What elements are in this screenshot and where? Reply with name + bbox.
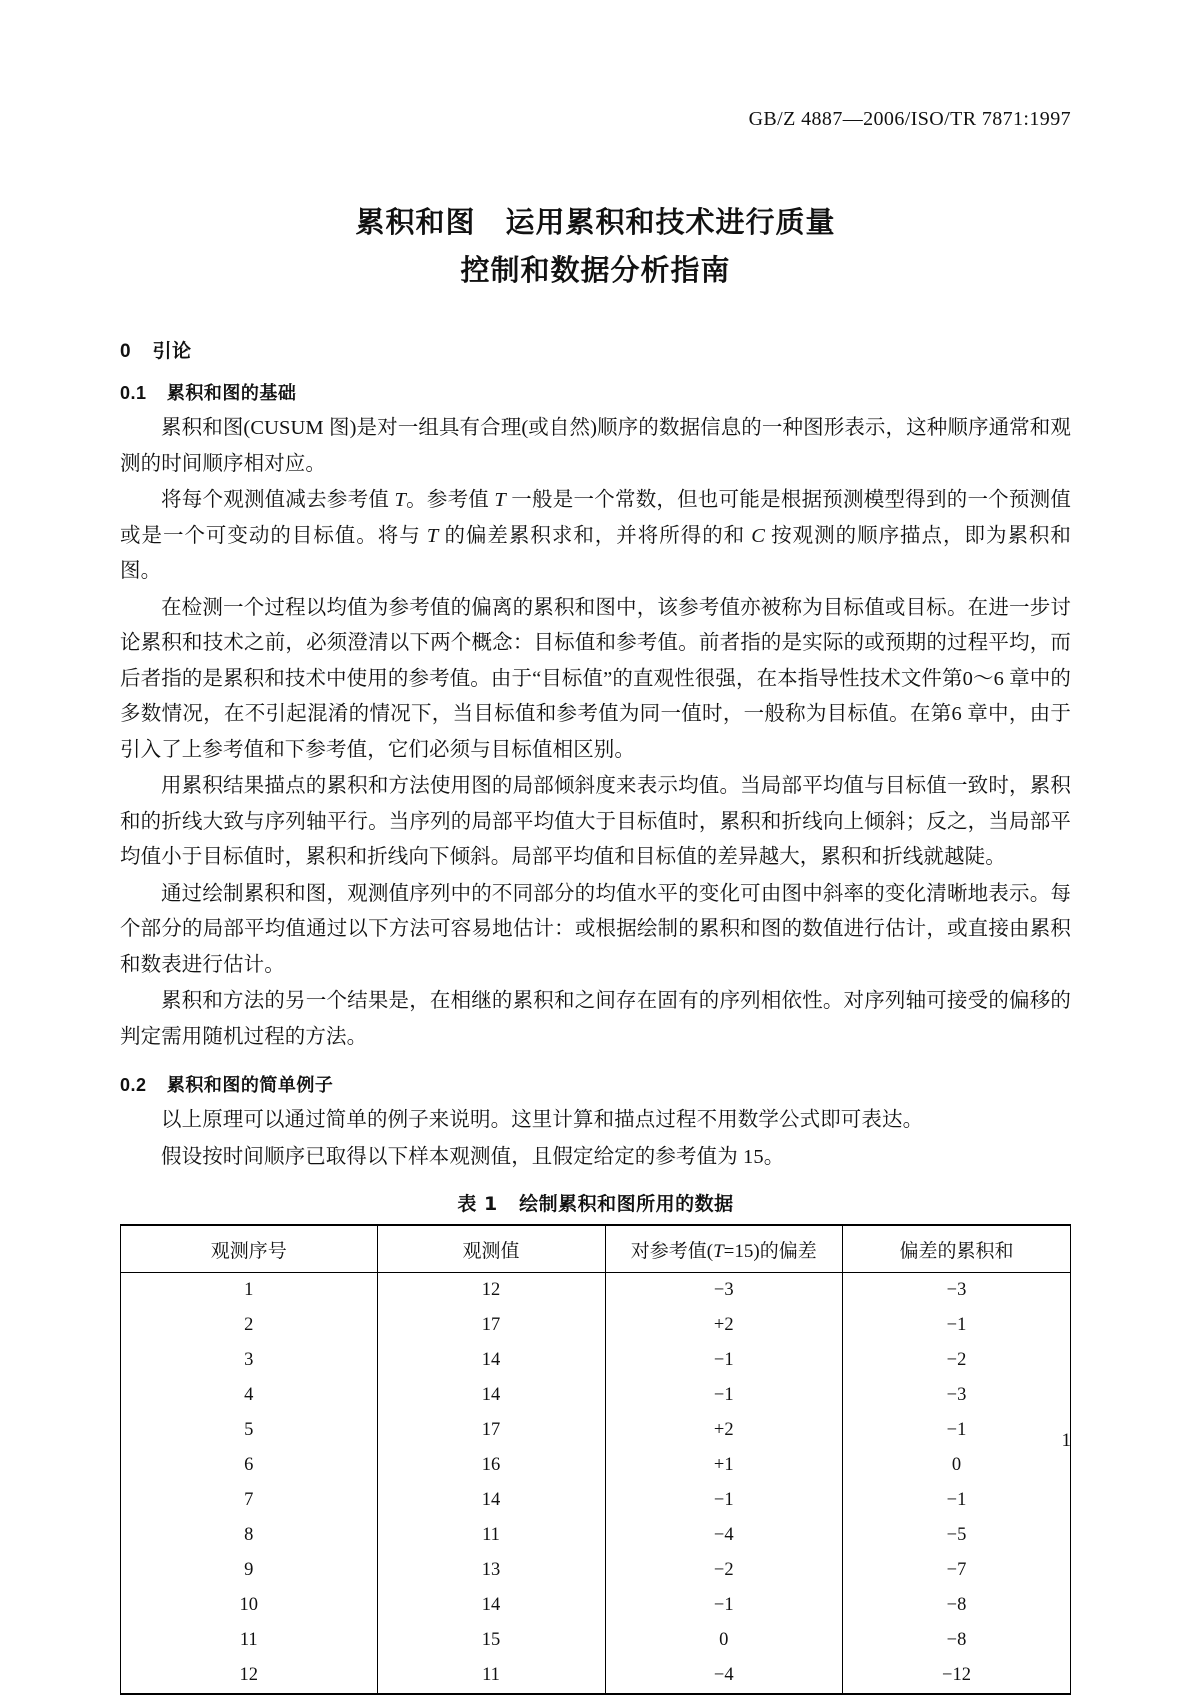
cell-cusum: −5 <box>843 1518 1071 1553</box>
column-header-observation: 观测值 <box>377 1225 605 1273</box>
cell-cusum: −3 <box>843 1273 1071 1309</box>
table-row <box>121 1343 1071 1378</box>
cell-index: 8 <box>121 1518 378 1553</box>
column-header-cusum: 偏差的累积和 <box>843 1225 1071 1273</box>
page-title <box>0 198 1191 294</box>
cell-deviation: −2 <box>605 1553 843 1588</box>
table-row <box>121 1518 1071 1553</box>
section-heading-0 <box>120 336 1071 363</box>
cell-index: 9 <box>121 1553 378 1588</box>
paragraph-2 <box>120 483 1071 590</box>
cell-observation: 14 <box>377 1588 605 1623</box>
table-row <box>121 1553 1071 1588</box>
paragraph-7: 以上原理可以通过简单的例子来说明。这里计算和描点过程不用数学公式即可表达。 <box>161 1109 924 1131</box>
table-row <box>121 1623 1071 1658</box>
cell-deviation: +2 <box>605 1308 843 1343</box>
cell-deviation: −4 <box>605 1518 843 1553</box>
cell-observation: 11 <box>377 1518 605 1553</box>
section-heading-0-2 <box>120 1071 1071 1097</box>
cell-index: 5 <box>121 1413 378 1448</box>
cell-cusum: −1 <box>843 1413 1071 1448</box>
paragraph-2-part-a: 将每个观测值减去参考值 <box>161 489 395 511</box>
symbol-T-2: T <box>494 489 506 511</box>
symbol-T-1: T <box>394 489 406 511</box>
table-row <box>121 1273 1071 1309</box>
cell-cusum: −8 <box>843 1588 1071 1623</box>
column-header-deviation <box>605 1225 843 1273</box>
section-0-2-label: 累积和图的简单例子 <box>166 1075 334 1096</box>
table-row <box>121 1658 1071 1694</box>
cell-deviation: −1 <box>605 1483 843 1518</box>
symbol-T-3: T <box>426 524 439 547</box>
table-row <box>121 1483 1071 1518</box>
cell-index: 3 <box>121 1343 378 1378</box>
table-header-row <box>121 1225 1071 1273</box>
cell-cusum: −7 <box>843 1553 1071 1588</box>
cell-observation: 15 <box>377 1623 605 1658</box>
cell-index: 6 <box>121 1448 378 1483</box>
page-number: 1 <box>1061 1430 1071 1451</box>
cell-index: 12 <box>121 1658 378 1694</box>
symbol-T-table: T <box>713 1240 724 1262</box>
cell-index: 2 <box>121 1308 378 1343</box>
cell-observation: 11 <box>377 1658 605 1694</box>
section-0-1-label: 累积和图的基础 <box>166 383 297 404</box>
table-row <box>121 1588 1071 1623</box>
section-heading-0-1 <box>120 379 1071 405</box>
table-caption-text: 绘制累积和图所用的数据 <box>519 1193 734 1215</box>
cell-deviation: +2 <box>605 1413 843 1448</box>
table-row <box>121 1448 1071 1483</box>
column-header-deviation-suffix: =15)的偏差 <box>723 1240 817 1262</box>
cell-cusum: −3 <box>843 1378 1071 1413</box>
page-title-line-2: 控制和数据分析指南 <box>460 253 731 287</box>
table-body <box>121 1273 1071 1695</box>
paragraph-2-part-e: 按观测的顺序描点，即为累积和图。 <box>120 524 1072 582</box>
cell-cusum: 0 <box>843 1448 1071 1483</box>
data-table <box>120 1224 1071 1695</box>
paragraph-1: 累积和图(CUSUM 图)是对一组具有合理(或自然)顺序的数据信息的一种图形表示，这种顺序通常和观测的时间顺序相对应。 <box>120 417 1071 475</box>
cell-deviation: −3 <box>605 1273 843 1309</box>
column-header-deviation-prefix: 对参考值( <box>630 1240 714 1262</box>
cell-deviation: 0 <box>605 1623 843 1658</box>
section-0-2-number: 0.2 <box>120 1075 147 1095</box>
cell-index: 1 <box>121 1273 378 1309</box>
symbol-C: C <box>751 524 766 547</box>
section-0-number: 0 <box>120 341 132 362</box>
cell-index: 4 <box>121 1378 378 1413</box>
running-header <box>749 108 1071 131</box>
table-row <box>121 1308 1071 1343</box>
cell-observation: 17 <box>377 1413 605 1448</box>
paragraph-2-part-c: 一般是一个常数，但也可能是根据预测模型得到的一个预测值或是一个可变动的目标值。将与 <box>120 489 1071 547</box>
cell-deviation: +1 <box>605 1448 843 1483</box>
paragraph-3: 在检测一个过程以均值为参考值的偏离的累积和图中，该参考值亦被称为目标值或目标。在进一步讨论累积和技术之前，必须澄清以下两个概念：目标值和参考值。前者指的是实际的或预期的过程平均，而后者指的是累积和技术中使用的参考值。由于“目标值”的直观性很强，在本指导性技术文件第0～6 章中的多数情况，在不引起混淆的情况下，当目标值和参考值为同一值时，一般称为目标值。在第6 章中，由于引入了上参考值和下参考值，它们必须与目标值相区别。 <box>120 596 1071 761</box>
paragraph-6: 累积和方法的另一个结果是，在相继的累积和之间存在固有的序列相依性。对序列轴可接受的偏移的判定需用随机过程的方法。 <box>120 990 1071 1048</box>
cell-observation: 12 <box>377 1273 605 1309</box>
paragraph-4: 用累积结果描点的累积和方法使用图的局部倾斜度来表示均值。当局部平均值与目标值一致时，累积和的折线大致与序列轴平行。当序列的局部平均值大于目标值时，累积和折线向上倾斜；反之，当局部平均值小于目标值时，累积和折线向下倾斜。局部平均值和目标值的差异越大，累积和折线就越陡。 <box>120 775 1071 868</box>
paragraph-5: 通过绘制累积和图，观测值序列中的不同部分的均值水平的变化可由图中斜率的变化清晰地表示。每个部分的局部平均值通过以下方法可容易地估计：或根据绘制的累积和图的数值进行估计，或直接由累积和数表进行估计。 <box>120 882 1071 976</box>
cell-observation: 13 <box>377 1553 605 1588</box>
cell-index: 10 <box>121 1588 378 1623</box>
cell-cusum: −12 <box>843 1658 1071 1694</box>
paragraph-8: 假设按时间顺序已取得以下样本观测值，且假定给定的参考值为 15。 <box>161 1145 785 1168</box>
table-row <box>121 1378 1071 1413</box>
body-column <box>120 336 1071 1695</box>
section-0-1-number: 0.1 <box>120 383 147 403</box>
cell-deviation: −1 <box>605 1343 843 1378</box>
table-caption <box>120 1189 1071 1216</box>
table-row <box>121 1413 1071 1448</box>
cell-observation: 16 <box>377 1448 605 1483</box>
cell-index: 11 <box>121 1623 378 1658</box>
table-caption-label: 表 1 <box>457 1193 498 1215</box>
cell-cusum: −2 <box>843 1343 1071 1378</box>
paragraph-2-part-b: 。参考值 <box>405 489 495 511</box>
cell-observation: 14 <box>377 1378 605 1413</box>
cell-cusum: −1 <box>843 1483 1071 1518</box>
cell-observation: 14 <box>377 1483 605 1518</box>
standard-number: GB/Z 4887—2006/ISO/TR 7871:1997 <box>748 108 1071 130</box>
cell-observation: 14 <box>377 1343 605 1378</box>
paragraph-2-part-d: 的偏差累积求和，并将所得的和 <box>438 524 752 547</box>
cell-cusum: −1 <box>843 1308 1071 1343</box>
cell-observation: 17 <box>377 1308 605 1343</box>
cell-deviation: −1 <box>605 1588 843 1623</box>
section-0-label: 引论 <box>152 340 192 362</box>
column-header-index: 观测序号 <box>121 1225 378 1273</box>
cell-deviation: −4 <box>605 1658 843 1694</box>
cell-deviation: −1 <box>605 1378 843 1413</box>
cell-index: 7 <box>121 1483 378 1518</box>
cell-cusum: −8 <box>843 1623 1071 1658</box>
page-title-line-1: 累积和图 运用累积和技术进行质量 <box>355 205 836 239</box>
